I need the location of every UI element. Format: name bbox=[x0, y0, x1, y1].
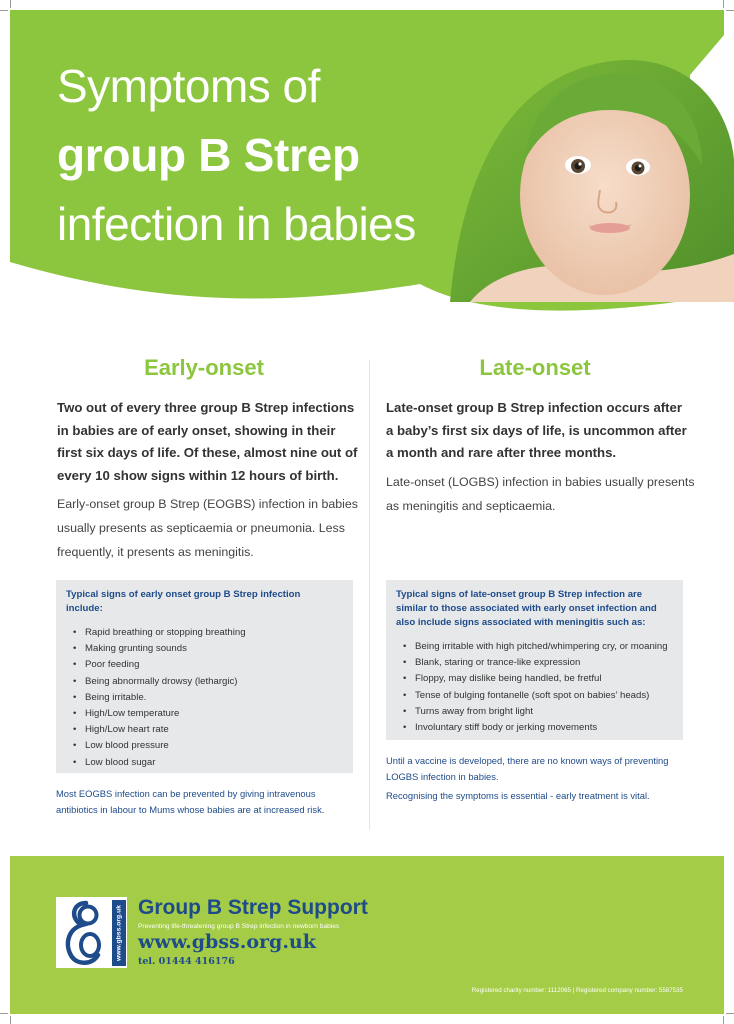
late-signs-list bbox=[399, 639, 668, 736]
logo-website-strip bbox=[112, 900, 126, 966]
late-body-line: as meningitis and septicaemia. bbox=[386, 499, 556, 513]
early-onset-heading: Early-onset bbox=[144, 355, 264, 380]
baby-photo bbox=[440, 40, 734, 330]
list-item-text: Being abnormally drowsy (lethargic) bbox=[85, 675, 238, 687]
late-vaccine-note bbox=[386, 753, 716, 784]
crop-mark bbox=[726, 1013, 734, 1014]
list-item: • Turns away from bright light bbox=[403, 705, 534, 717]
late-box-heading-line: also include signs associated with meningitis such as: bbox=[396, 617, 646, 628]
late-signs-heading bbox=[396, 588, 657, 630]
mother-baby-logo-icon bbox=[56, 897, 112, 968]
early-onset-body bbox=[57, 492, 367, 564]
early-note-line: Most EOGBS infection can be prevented by giving intravenous bbox=[56, 788, 316, 799]
late-onset-heading: Late-onset bbox=[479, 355, 591, 380]
early-body-line: usually presents as septicaemia or pneumonia. Less bbox=[57, 521, 345, 535]
footer-banner bbox=[10, 856, 724, 1014]
late-box-heading-line: Typical signs of late-onset group B Strep infection are bbox=[396, 589, 643, 600]
list-item: • Making grunting sounds bbox=[73, 643, 187, 655]
list-item: • Poor feeding bbox=[73, 659, 140, 671]
early-lead-line: in babies are of early onset, showing in their bbox=[57, 422, 336, 438]
page-title bbox=[57, 54, 416, 256]
late-onset-lead bbox=[386, 397, 706, 465]
org-tagline: Preventing life-threatening group B Strep infection in newborn babies bbox=[138, 923, 340, 930]
list-item-text: Involuntary stiff body or jerking movements bbox=[415, 722, 598, 734]
early-note-line: antibiotics in labour to Mums whose babies are at increased risk. bbox=[56, 803, 325, 815]
early-signs-heading bbox=[66, 588, 300, 616]
early-onset-lead bbox=[57, 397, 367, 487]
list-item: • Low blood pressure bbox=[73, 740, 169, 752]
list-item-text: Blank, staring or trance-like expression bbox=[415, 657, 581, 669]
late-note-line: Until a vaccine is developed, there are no known ways of preventing bbox=[386, 755, 669, 766]
gbss-logo bbox=[56, 897, 127, 968]
early-lead-line: first six days of life. Of these, almost nine out of bbox=[57, 445, 358, 460]
early-lead-line: Two out of every three group B Strep infections bbox=[57, 400, 355, 415]
list-item-text: Making grunting sounds bbox=[85, 643, 187, 655]
early-prevention-note bbox=[56, 786, 366, 817]
registration-numbers: Registered charity number: 1112065 | Registered company number: 5587535 bbox=[471, 987, 683, 994]
early-signs-box bbox=[56, 580, 353, 773]
crop-mark bbox=[723, 1016, 724, 1024]
late-note-line: LOGBS infection in babies. bbox=[386, 770, 499, 782]
list-item: • Involuntary stiff body or jerking movements bbox=[403, 722, 598, 734]
column-divider bbox=[369, 360, 370, 830]
early-body-line: frequently, it presents as meningitis. bbox=[57, 545, 254, 559]
list-item-text: Poor feeding bbox=[85, 659, 140, 671]
late-lead-line: a baby’s first six days of life, is uncommon after bbox=[386, 422, 687, 438]
list-item-text: Low blood sugar bbox=[85, 756, 156, 768]
list-item-text: Tense of bulging fontanelle (soft spot on babies’ heads) bbox=[415, 689, 650, 701]
list-item-text: Low blood pressure bbox=[85, 740, 169, 752]
list-item-text: High/Low temperature bbox=[85, 708, 180, 720]
list-item-text: Being irritable. bbox=[85, 691, 147, 703]
list-item: • High/Low heart rate bbox=[73, 724, 169, 736]
crop-mark bbox=[10, 1016, 11, 1024]
list-item: • Blank, staring or trance-like expression bbox=[403, 657, 581, 669]
late-lead-line: Late-onset group B Strep infection occurs after bbox=[386, 400, 683, 415]
late-lead-line: a month and rare after three months. bbox=[386, 445, 617, 460]
list-item-text: High/Low heart rate bbox=[85, 724, 169, 736]
early-body-line: Early-onset group B Strep (EOGBS) infection in babies bbox=[57, 497, 358, 511]
late-treatment-note: Recognising the symptoms is essential - early treatment is vital. bbox=[386, 790, 650, 801]
early-box-heading-line: include: bbox=[66, 603, 103, 614]
list-item: • Being irritable with high pitched/whimpering cry, or moaning bbox=[403, 641, 668, 652]
list-item: • Floppy, may dislike being handled, be fretful bbox=[403, 673, 602, 685]
crop-mark bbox=[0, 1013, 8, 1014]
late-box-heading-line: similar to those associated with early onset infection and bbox=[396, 603, 657, 614]
org-name: Group B Strep Support bbox=[138, 896, 368, 919]
list-item: • Low blood sugar bbox=[73, 756, 156, 768]
org-website-link[interactable]: www.gbss.org.uk bbox=[138, 931, 316, 953]
logo-website-text: www.gbss.org.uk bbox=[115, 904, 123, 962]
title-line-3: infection in babies bbox=[57, 198, 416, 250]
early-box-heading-line: Typical signs of early onset group B Strep infection bbox=[66, 589, 301, 600]
title-line-1: Symptoms of bbox=[57, 60, 320, 112]
list-item-text: Rapid breathing or stopping breathing bbox=[85, 627, 246, 638]
list-item-text: Floppy, may dislike being handled, be fretful bbox=[415, 673, 602, 685]
org-telephone: tel. 01444 416176 bbox=[138, 956, 235, 967]
list-item-text: Turns away from bright light bbox=[415, 705, 534, 717]
early-lead-line: every 10 show signs within 12 hours of birth. bbox=[57, 467, 339, 483]
list-item: • High/Low temperature bbox=[73, 708, 180, 720]
title-line-2: group B Strep bbox=[57, 129, 360, 181]
list-item: • Being irritable. bbox=[73, 691, 147, 703]
late-onset-body bbox=[386, 470, 706, 518]
list-item: • Tense of bulging fontanelle (soft spot on babies’ heads) bbox=[403, 689, 650, 701]
list-item: • Rapid breathing or stopping breathing bbox=[73, 627, 246, 638]
late-body-line: Late-onset (LOGBS) infection in babies usually presents bbox=[386, 475, 695, 489]
list-item: • Being abnormally drowsy (lethargic) bbox=[73, 675, 238, 687]
late-signs-box bbox=[386, 580, 683, 740]
early-signs-list bbox=[69, 625, 246, 771]
list-item-text: Being irritable with high pitched/whimpering cry, or moaning bbox=[415, 641, 668, 652]
